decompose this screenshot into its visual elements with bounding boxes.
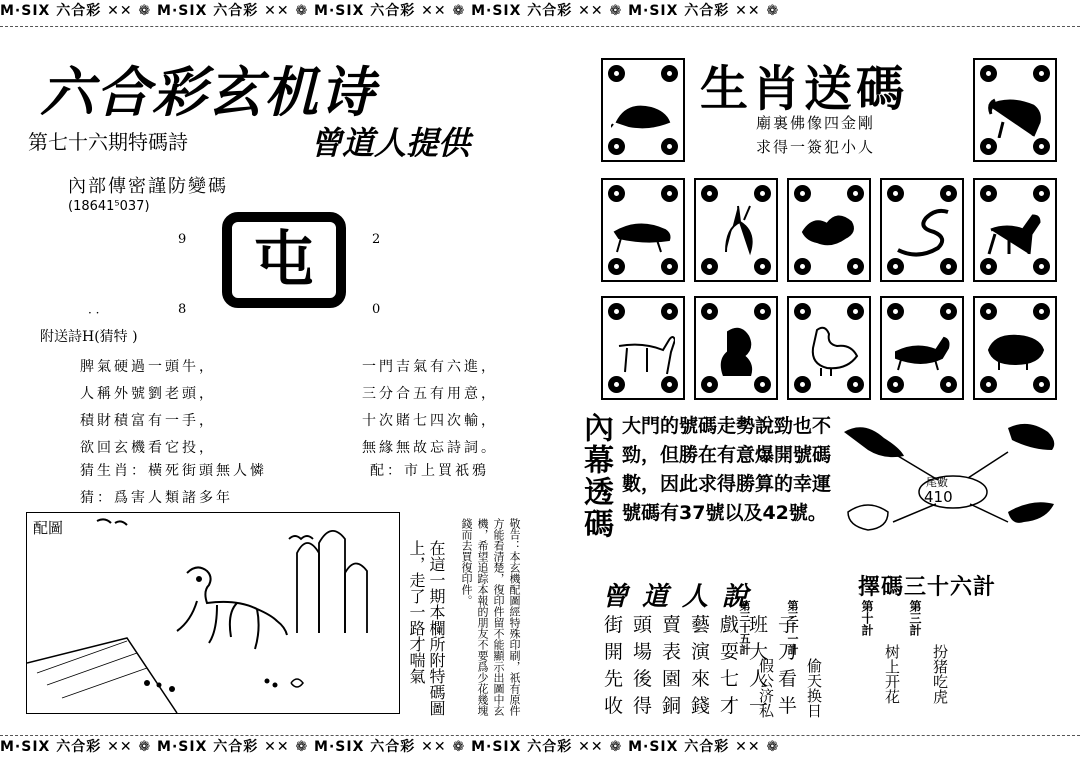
tail-value: 410 bbox=[924, 488, 953, 506]
tail-label: 尾數 bbox=[926, 476, 948, 489]
zodiac-card bbox=[601, 58, 685, 162]
card-corner-dot bbox=[980, 376, 997, 393]
dots-mark: · · bbox=[88, 306, 100, 320]
card-corner-dot bbox=[847, 303, 864, 320]
tail-diagram bbox=[838, 412, 1068, 562]
card-corner-dot bbox=[608, 303, 625, 320]
card-corner-dot bbox=[980, 185, 997, 202]
zodiac-card bbox=[601, 296, 685, 400]
print-notice: 敬告：本玄機配圖經特殊印刷，祇有原件方能看清楚，復印件留不能顯示出圖中玄機，希望追踪本報的朋友不要爲少花幾塊錢而去買復印件。 bbox=[460, 518, 521, 716]
pig-icon bbox=[983, 320, 1047, 376]
inside-label: 內幕透碼 bbox=[578, 412, 613, 540]
corner-number: 2 bbox=[372, 232, 381, 247]
goat-outline-icon bbox=[848, 505, 888, 530]
rabbit-icon bbox=[704, 202, 768, 258]
card-corner-dot bbox=[701, 376, 718, 393]
horse-silhouette-icon bbox=[1008, 502, 1054, 523]
saying-line: 開場表演耍大刀 bbox=[604, 641, 808, 663]
poem-line: 無緣無故忘詩詞。 bbox=[362, 440, 498, 456]
horse-icon bbox=[983, 202, 1047, 258]
card-corner-dot bbox=[980, 138, 997, 155]
top-banner bbox=[0, 0, 1080, 27]
card-corner-dot bbox=[661, 138, 678, 155]
corner-number: 8 bbox=[178, 302, 187, 317]
strategy-text: 偷天换日 bbox=[805, 658, 823, 718]
card-corner-dot bbox=[1033, 303, 1050, 320]
zodiac-line-1: 廟裏佛像四金剛 bbox=[756, 114, 876, 132]
card-corner-dot bbox=[980, 65, 997, 82]
strategy-item bbox=[736, 600, 904, 718]
zodiac-card bbox=[880, 296, 964, 400]
zodiac-line-2: 求得一簽犯小人 bbox=[756, 138, 876, 156]
card-corner-dot bbox=[980, 258, 997, 275]
saying-line: 先後園來七人看 bbox=[604, 668, 808, 690]
zodiac-card bbox=[787, 296, 871, 400]
strategy-number: 第十計 bbox=[860, 600, 874, 636]
strategy-text: 扮猪吃虎 bbox=[931, 644, 949, 704]
poem-right bbox=[362, 354, 498, 462]
banner-text: M·SIX 六合彩 ✕✕ ❁ M·SIX 六合彩 ✕✕ ❁ M·SIX 六合彩 ✕✕ ❁ M·SIX 六合彩 ✕✕ ❁ M·SIX 六合彩 ✕✕ ❁ bbox=[0, 739, 780, 755]
zodiac-card bbox=[880, 178, 964, 282]
guess-text: 猜：爲害人類諸多年 bbox=[80, 490, 233, 506]
zodiac-card bbox=[787, 178, 871, 282]
strategy-text: 假公济私 bbox=[757, 658, 775, 718]
bottom-banner bbox=[0, 735, 1080, 762]
zodiac-card bbox=[973, 178, 1057, 282]
card-corner-dot bbox=[608, 258, 625, 275]
card-corner-dot bbox=[754, 258, 771, 275]
corner-number: 9 bbox=[178, 232, 187, 247]
strategy-text: 树上开花 bbox=[883, 644, 901, 704]
dog-icon bbox=[890, 320, 954, 376]
corner-number: 0 bbox=[372, 302, 381, 317]
zodiac-card bbox=[694, 178, 778, 282]
poem-line: 人稱外號劉老頭， bbox=[80, 386, 216, 402]
ox-icon bbox=[983, 82, 1047, 138]
poem-line: 一門吉氣有六進， bbox=[362, 359, 498, 375]
figure-box bbox=[26, 512, 400, 714]
card-corner-dot bbox=[701, 185, 718, 202]
card-corner-dot bbox=[608, 376, 625, 393]
zodiac-card bbox=[973, 296, 1057, 400]
poem-line: 三分合五有用意， bbox=[362, 386, 498, 402]
monkey-icon bbox=[704, 320, 768, 376]
card-corner-dot bbox=[940, 303, 957, 320]
card-corner-dot bbox=[754, 376, 771, 393]
code-box bbox=[222, 212, 346, 308]
provider-name: 曾道人提供 bbox=[310, 124, 471, 162]
strategy-number: 第三十一計 bbox=[786, 600, 799, 655]
card-corner-dot bbox=[847, 258, 864, 275]
inside-text: 大門的號碼走勢說勁也不勁，但勝在有意爆開號碼數，因此求得勝算的幸運號碼有37號以及42號。 bbox=[622, 415, 832, 524]
card-corner-dot bbox=[847, 376, 864, 393]
card-corner-dot bbox=[887, 185, 904, 202]
card-corner-dot bbox=[1033, 376, 1050, 393]
card-corner-dot bbox=[794, 303, 811, 320]
figure-label: 配圖 bbox=[33, 519, 64, 537]
goat-icon bbox=[611, 320, 675, 376]
horse-silhouette-icon bbox=[844, 427, 904, 457]
card-corner-dot bbox=[754, 303, 771, 320]
card-corner-dot bbox=[661, 185, 678, 202]
issue-title: 第七十六期特碼詩 bbox=[28, 130, 188, 154]
card-corner-dot bbox=[940, 185, 957, 202]
tiger-icon bbox=[611, 202, 675, 258]
card-corner-dot bbox=[940, 376, 957, 393]
card-corner-dot bbox=[661, 258, 678, 275]
poem-line: 欲回玄機看它投， bbox=[80, 440, 216, 456]
strategy-title: 擇碼三十六計 bbox=[858, 575, 997, 600]
saying-title: 曾道人說 bbox=[602, 582, 763, 612]
zodiac-card bbox=[973, 58, 1057, 162]
match-text: 配：市上買祇鴉 bbox=[370, 463, 489, 479]
strategy-number: 第三計 bbox=[908, 600, 922, 636]
zodiac-card bbox=[601, 178, 685, 282]
strategy-number: 第三十五計 bbox=[738, 600, 751, 655]
card-corner-dot bbox=[1033, 138, 1050, 155]
card-corner-dot bbox=[940, 258, 957, 275]
card-corner-dot bbox=[608, 138, 625, 155]
zodiac-title: 生肖送碼 bbox=[700, 61, 909, 117]
card-corner-dot bbox=[1033, 258, 1050, 275]
saying-line: 街頭賣藝戲班子 bbox=[604, 614, 808, 636]
card-corner-dot bbox=[608, 65, 625, 82]
card-corner-dot bbox=[701, 258, 718, 275]
card-corner-dot bbox=[661, 303, 678, 320]
card-corner-dot bbox=[794, 258, 811, 275]
horse-drawing bbox=[27, 513, 399, 713]
poem-line: 十次賭七四次輸， bbox=[362, 413, 498, 429]
center-character: 屯 bbox=[254, 225, 314, 295]
card-corner-dot bbox=[980, 303, 997, 320]
zodiac-card bbox=[694, 296, 778, 400]
card-corner-dot bbox=[887, 303, 904, 320]
card-corner-dot bbox=[1033, 65, 1050, 82]
guess-zodiac: 猜生肖：橫死街頭無人憐 bbox=[80, 463, 267, 479]
rooster-icon bbox=[797, 320, 861, 376]
phone-number: (18641⁵037) bbox=[68, 199, 150, 214]
card-corner-dot bbox=[794, 376, 811, 393]
card-corner-dot bbox=[1033, 185, 1050, 202]
dog-silhouette-icon bbox=[1008, 424, 1054, 450]
poem-line: 脾氣硬過一頭牛， bbox=[80, 359, 216, 375]
poem-left bbox=[80, 354, 216, 462]
card-corner-dot bbox=[794, 185, 811, 202]
rat-icon bbox=[611, 82, 675, 138]
poem-line: 積財積富有一手， bbox=[80, 413, 216, 429]
figure-caption: 在這一期本欄所附特碼圖上，走了一路才喘氣 bbox=[407, 540, 446, 716]
card-corner-dot bbox=[887, 376, 904, 393]
card-corner-dot bbox=[847, 185, 864, 202]
card-corner-dot bbox=[887, 258, 904, 275]
main-title: 六合彩玄机诗 bbox=[40, 61, 376, 124]
card-corner-dot bbox=[754, 185, 771, 202]
saying-line: 收得銅錢才一半 bbox=[604, 695, 808, 717]
strategy-list bbox=[738, 600, 1048, 730]
gift-label: 附送詩H(猜特 ) bbox=[40, 329, 138, 345]
card-corner-dot bbox=[661, 65, 678, 82]
card-corner-dot bbox=[701, 303, 718, 320]
card-corner-dot bbox=[608, 185, 625, 202]
secret-note: 內部傳密謹防變碼 bbox=[68, 176, 228, 197]
snake-icon bbox=[890, 202, 954, 258]
card-corner-dot bbox=[661, 376, 678, 393]
dragon-icon bbox=[797, 202, 861, 258]
banner-text: M·SIX 六合彩 ✕✕ ❁ M·SIX 六合彩 ✕✕ ❁ M·SIX 六合彩 ✕✕ ❁ M·SIX 六合彩 ✕✕ ❁ M·SIX 六合彩 ✕✕ ❁ bbox=[0, 3, 780, 19]
